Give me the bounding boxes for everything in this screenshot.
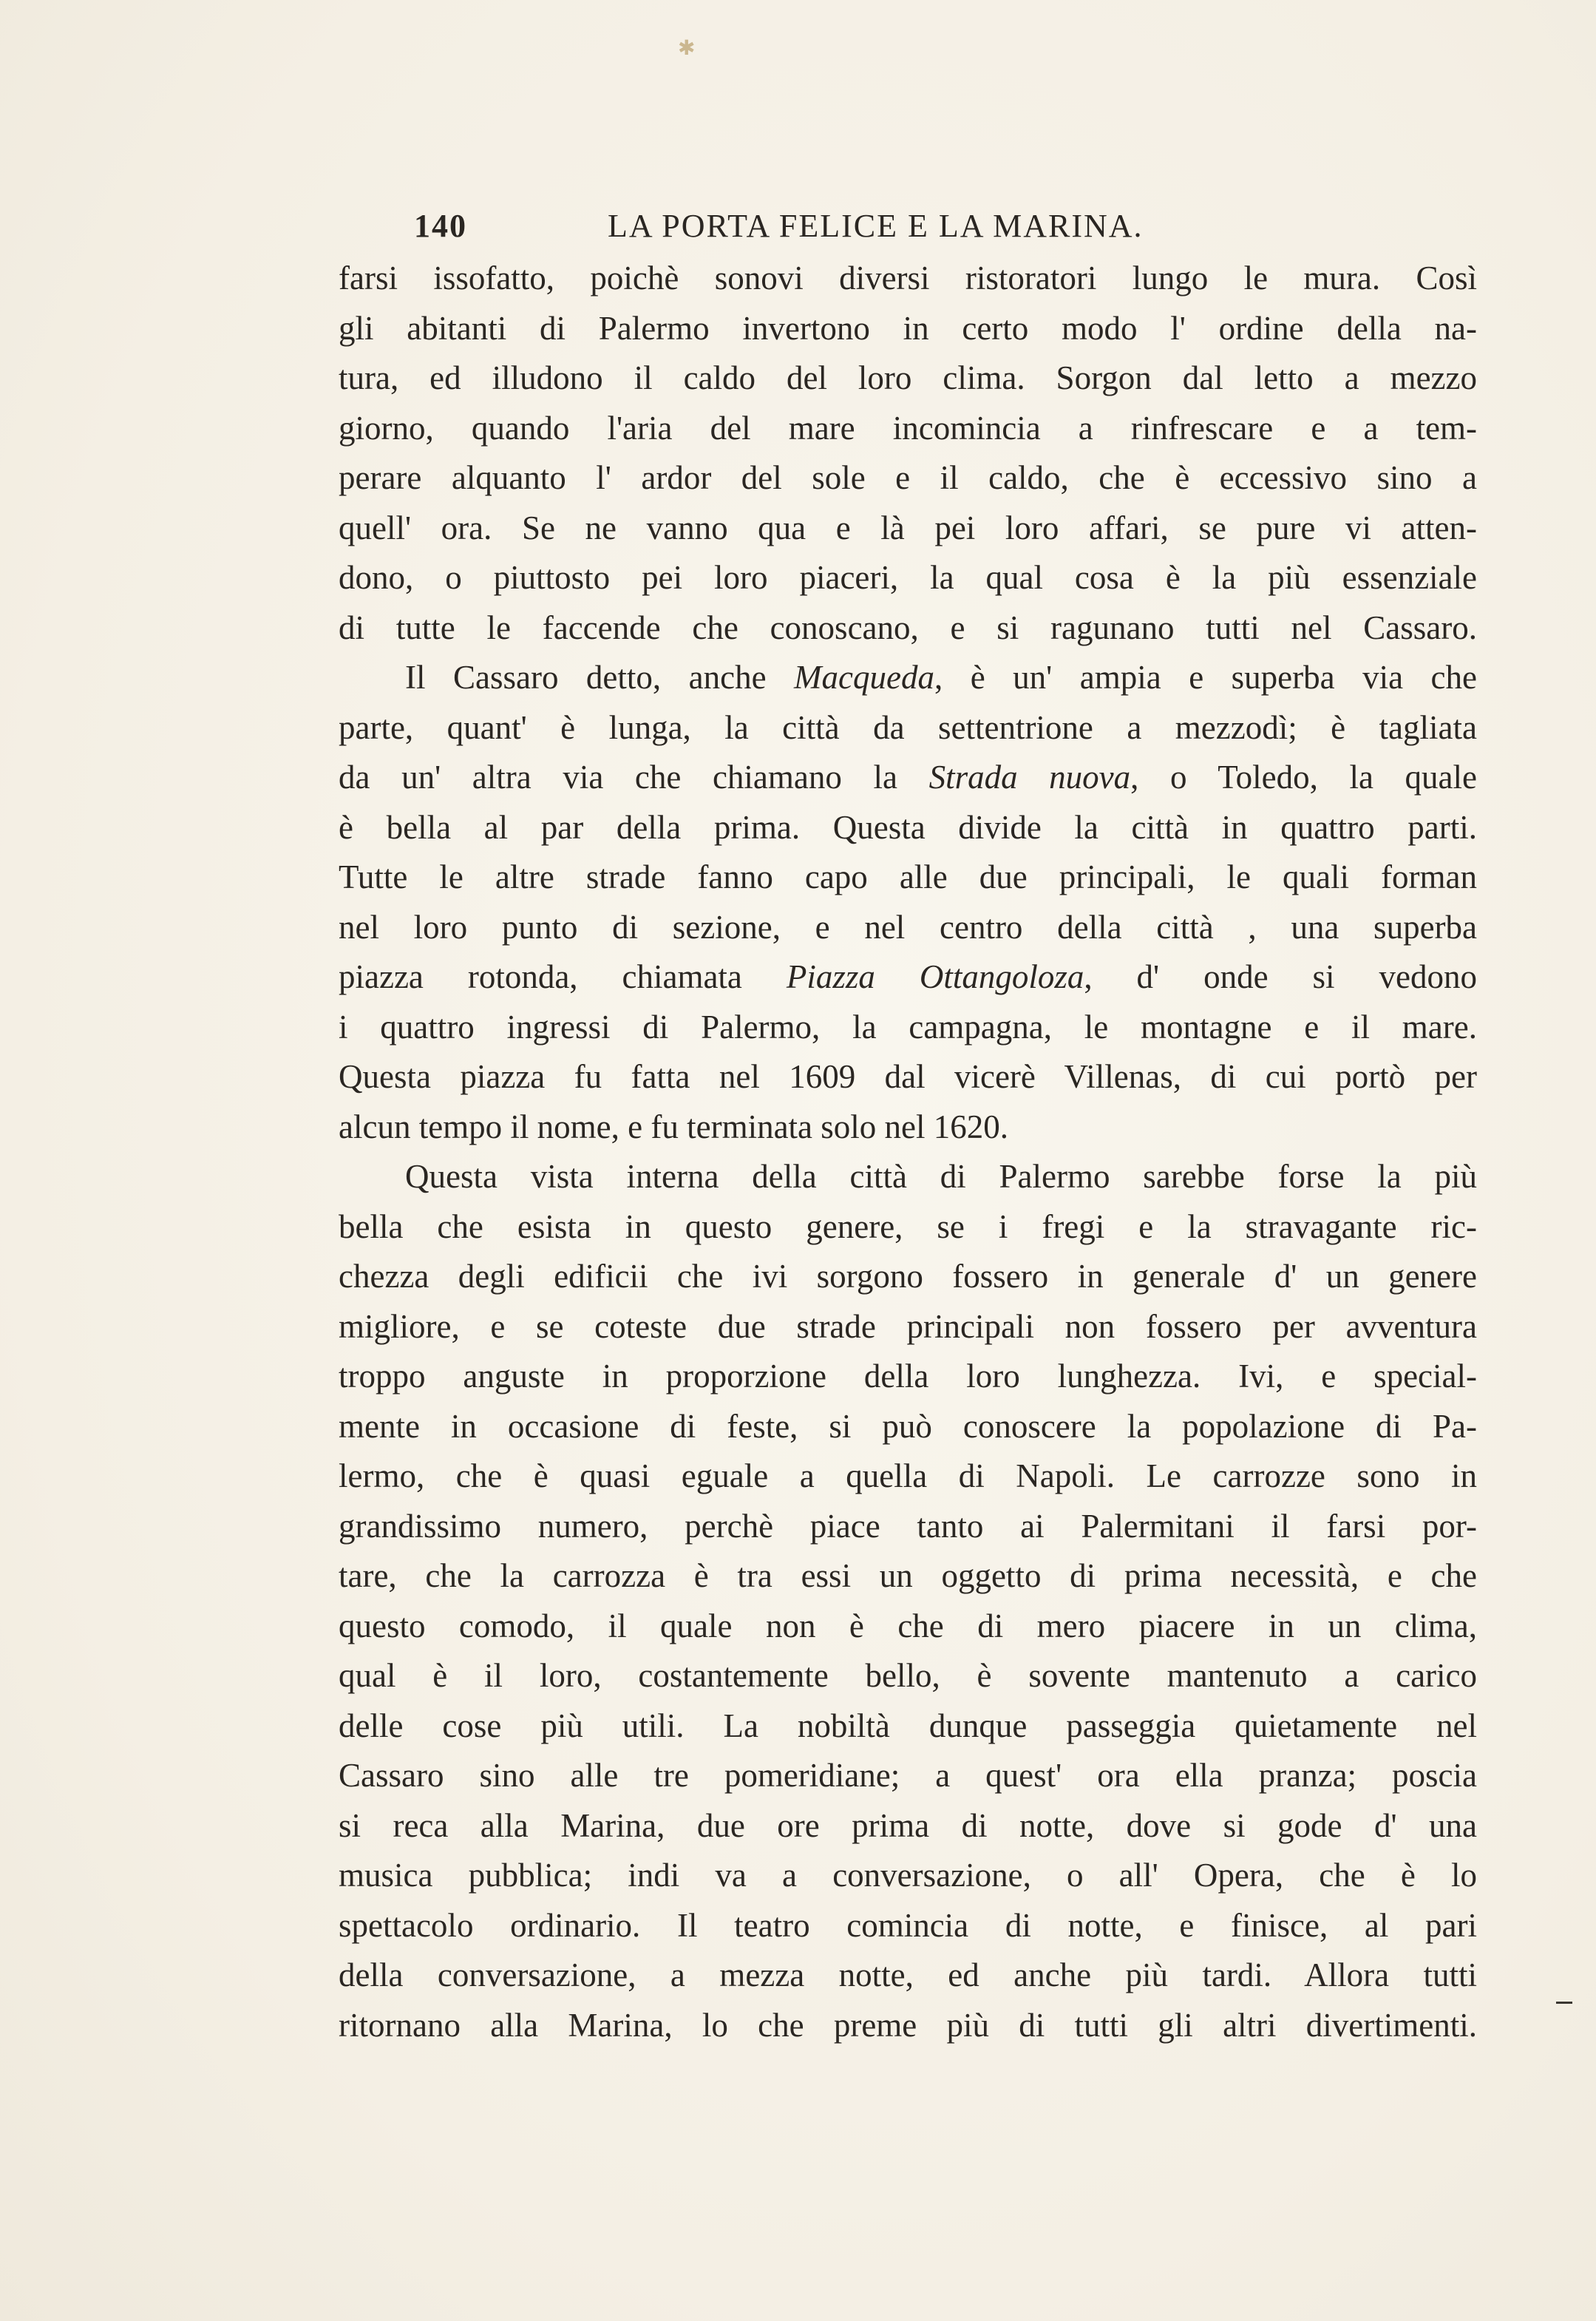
text-run: musica pubblica; indi va a conversazione, o all' Opera, che è lo <box>339 1857 1477 1894</box>
body-text <box>339 254 1477 2050</box>
text-run: Questa piazza fu fatta nel 1609 dal vicerè Villenas, di cui portò per <box>339 1058 1477 1095</box>
text-line <box>339 254 1477 304</box>
text-line <box>339 1352 1477 1402</box>
text-line <box>339 304 1477 354</box>
text-line <box>339 952 1477 1003</box>
text-run: bella che esista in questo genere, se i fregi e la stravagante ric- <box>339 1207 1477 1245</box>
text-run: piazza rotonda, chiamata <box>339 958 787 995</box>
text-line <box>339 653 1477 703</box>
text-line <box>339 1901 1477 1951</box>
text-run: lermo, che è quasi eguale a quella di Napoli. Le carrozze sono in <box>339 1457 1477 1494</box>
text-line <box>339 553 1477 603</box>
italic-term: Strada nuova <box>928 759 1131 796</box>
text-run: grandissimo numero, perchè piace tanto ai Palermitani il farsi por- <box>339 1507 1477 1545</box>
text-run: Questa vista interna della città di Palermo sarebbe forse la più <box>405 1158 1477 1195</box>
text-line <box>339 1152 1477 1202</box>
italic-term: Piazza Ottangoloza <box>786 958 1084 995</box>
text-line <box>339 703 1477 753</box>
text-line <box>339 1951 1477 2001</box>
text-run: i quattro ingressi di Palermo, la campagna, le montagne e il mare. <box>339 1008 1477 1046</box>
text-line <box>339 2001 1477 2051</box>
text-run: , d' onde si vedono <box>1084 958 1477 995</box>
text-line <box>339 1451 1477 1502</box>
text-line <box>339 453 1477 504</box>
text-run: delle cose più utili. La nobiltà dunque passeggia quietamente nel <box>339 1707 1477 1744</box>
ink-spot-decoration: ✱ <box>678 35 696 60</box>
text-run: chezza degli edificii che ivi sorgono fossero in generale d' un genere <box>339 1258 1477 1295</box>
text-run: mente in occasione di feste, si può conoscere la popolazione di Pa- <box>339 1407 1477 1445</box>
text-line <box>339 1602 1477 1652</box>
page-number: 140 <box>414 208 467 244</box>
text-run: dono, o piuttosto pei loro piaceri, la qual cosa è la più essenziale <box>339 559 1477 596</box>
text-run: giorno, quando l'aria del mare incomincia a rinfrescare e a tem- <box>339 409 1477 447</box>
text-line <box>339 1651 1477 1701</box>
text-line <box>339 504 1477 554</box>
text-line <box>339 1502 1477 1552</box>
text-line <box>339 1202 1477 1253</box>
text-run: migliore, e se coteste due strade principali non fossero per avventura <box>339 1307 1477 1345</box>
text-line <box>339 1701 1477 1752</box>
text-run: , è un' ampia e superba via che <box>934 659 1477 696</box>
text-run: perare alquanto l' ardor del sole e il caldo, che è eccessivo sino a <box>339 459 1477 496</box>
text-run: quell' ora. Se ne vanno qua e là pei loro affari, se pure vi atten- <box>339 509 1477 546</box>
text-line <box>339 1302 1477 1352</box>
text-line <box>339 753 1477 803</box>
text-line <box>339 353 1477 404</box>
text-line <box>339 1551 1477 1602</box>
margin-dash-mark <box>1556 2002 1572 2004</box>
text-line <box>339 1751 1477 1801</box>
text-run: alcun tempo il nome, e fu terminata solo nel 1620. <box>339 1108 1009 1145</box>
text-line <box>339 603 1477 654</box>
text-line <box>339 803 1477 853</box>
text-run: tare, che la carrozza è tra essi un oggetto di prima necessità, e che <box>339 1557 1477 1594</box>
text-line <box>339 903 1477 953</box>
text-line <box>339 1252 1477 1302</box>
text-line <box>339 404 1477 454</box>
text-run: qual è il loro, costantemente bello, è sovente mantenuto a carico <box>339 1657 1477 1694</box>
text-run: della conversazione, a mezza notte, ed anche più tardi. Allora tutti <box>339 1956 1477 1993</box>
text-run: farsi issofatto, poichè sonovi diversi ristoratori lungo le mura. Così <box>339 260 1477 297</box>
text-run: da un' altra via che chiamano la <box>339 759 929 796</box>
italic-term: Macqueda <box>794 659 934 696</box>
text-run: ritornano alla Marina, lo che preme più di tutti gli altri divertimenti. <box>339 2006 1477 2044</box>
running-header <box>414 207 1227 244</box>
text-run: Tutte le altre strade fanno capo alle due principali, le quali forman <box>339 858 1477 895</box>
text-run: Cassaro sino alle tre pomeridiane; a quest' ora ella pranza; poscia <box>339 1757 1477 1794</box>
text-run: parte, quant' è lunga, la città da settentrione a mezzodì; è tagliata <box>339 708 1477 746</box>
text-run: , o Toledo, la quale <box>1130 759 1477 796</box>
text-run: spettacolo ordinario. Il teatro comincia di notte, e finisce, al pari <box>339 1906 1477 1944</box>
text-line <box>339 1402 1477 1452</box>
text-run: di tutte le faccende che conoscano, e si ragunano tutti nel Cassaro. <box>339 609 1477 646</box>
text-line <box>339 1102 1477 1153</box>
text-run: si reca alla Marina, due ore prima di notte, dove si gode d' una <box>339 1806 1477 1844</box>
text-run: nel loro punto di sezione, e nel centro della città , una superba <box>339 908 1477 946</box>
running-title: LA PORTA FELICE E LA MARINA. <box>608 208 1144 244</box>
text-run: tura, ed illudono il caldo del loro clima. Sorgon dal letto a mezzo <box>339 359 1477 396</box>
text-line <box>339 1003 1477 1053</box>
text-run: è bella al par della prima. Questa divide la città in quattro parti. <box>339 808 1477 846</box>
text-run: gli abitanti di Palermo invertono in certo modo l' ordine della na- <box>339 309 1477 347</box>
text-line <box>339 853 1477 903</box>
text-run: Il Cassaro detto, anche <box>405 659 795 696</box>
text-run: troppo anguste in proporzione della loro lunghezza. Ivi, e special- <box>339 1358 1477 1395</box>
text-line <box>339 1851 1477 1901</box>
text-run: questo comodo, il quale non è che di mero piacere in un clima, <box>339 1607 1477 1644</box>
text-line <box>339 1801 1477 1851</box>
text-line <box>339 1052 1477 1102</box>
